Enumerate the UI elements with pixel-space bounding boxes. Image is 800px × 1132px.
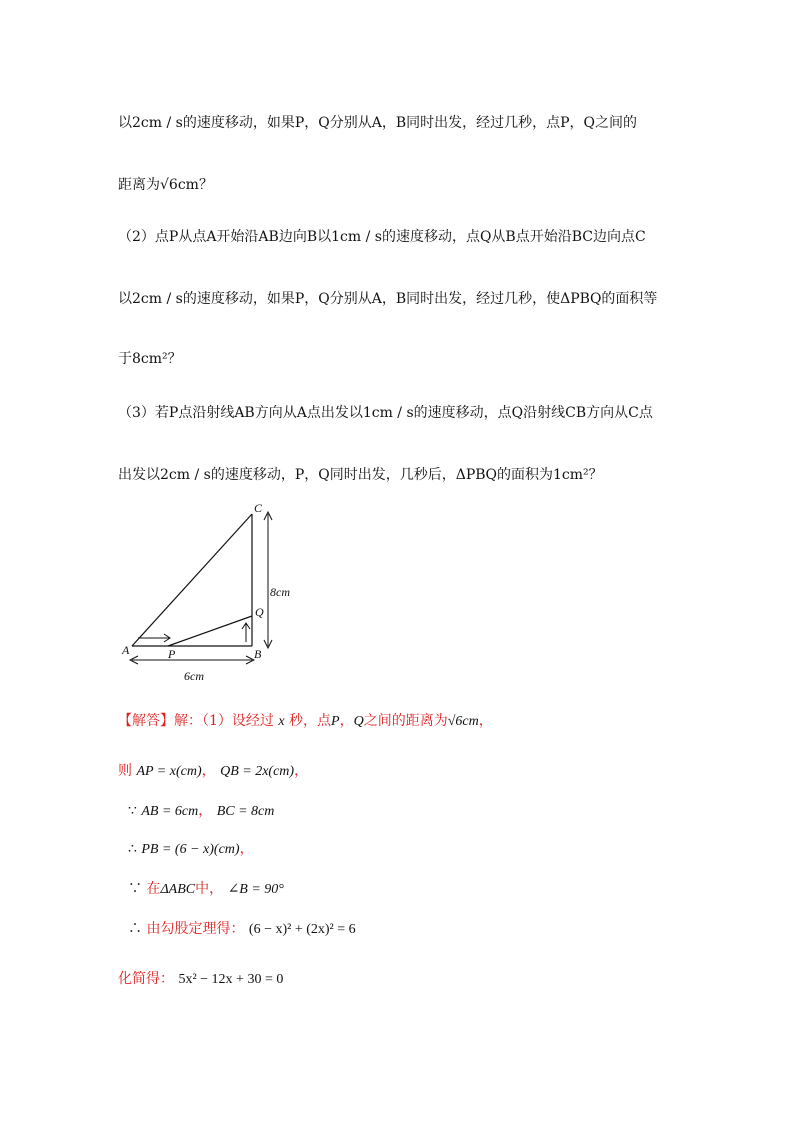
p3-line1: （3）若P点沿射线AB方向从A点出发以1cm / s的速度移动，点Q沿射线CB方向从C点 xyxy=(118,405,653,421)
solution-tag: 【解答】解： xyxy=(118,713,202,729)
s3-because: ∵ xyxy=(128,803,137,819)
label-q: Q xyxy=(255,605,264,619)
segment-pq xyxy=(168,616,252,646)
label-c: C xyxy=(254,501,263,515)
s3-comma: ， xyxy=(198,803,213,819)
s5-zhong: 中， xyxy=(195,881,224,897)
s1-text2: 秒，点 xyxy=(289,713,332,729)
s4-end: ， xyxy=(239,841,254,857)
p1-line1: 以2cm / s的速度移动，如果P，Q分别从A，B同时出发，经过几秒，点P，Q之间的 xyxy=(118,115,638,131)
solution-step-3 xyxy=(128,800,274,820)
s5-because: ∵ xyxy=(128,881,142,897)
s3-ab: AB = 6cm xyxy=(141,804,199,819)
triangle-figure xyxy=(118,500,308,690)
s1-text3: 之间的距离为 xyxy=(363,713,448,729)
s5-angle: ∠B = 90° xyxy=(227,882,284,897)
label-bc-length: 8cm xyxy=(270,585,290,599)
label-ab-length: 6cm xyxy=(184,669,204,683)
s5-tri: ΔABC xyxy=(160,882,196,897)
label-a: A xyxy=(122,643,130,657)
p2-line3: 于8cm²？ xyxy=(118,351,182,367)
s1-end: ， xyxy=(478,713,493,729)
s1-x: x xyxy=(278,714,285,729)
side-ac xyxy=(132,514,252,646)
s2-ap: AP = x(cm) xyxy=(136,764,202,779)
s1-val: √6cm xyxy=(447,714,479,729)
solution-step-4 xyxy=(128,838,254,858)
s6-eq: (6 − x)² + (2x)² = 6 xyxy=(248,922,356,937)
p2-line2: 以2cm / s的速度移动，如果P，Q分别从A，B同时出发，经过几秒，使ΔPBQ的面积等 xyxy=(118,291,658,307)
s5-in: 在 xyxy=(146,881,161,897)
label-b: B xyxy=(254,647,262,661)
s6-text: 由勾股定理得： xyxy=(146,921,245,937)
s2-end: ， xyxy=(294,763,309,779)
s4-therefore: ∴ xyxy=(128,841,137,857)
s6-therefore: ∴ xyxy=(128,921,142,937)
solution-step-7 xyxy=(118,968,283,988)
p1-line2: 距离为√6cm？ xyxy=(118,177,213,193)
s2-ze: 则 xyxy=(118,763,132,779)
s3-bc: BC = 8cm xyxy=(216,804,275,819)
s7-text: 化简得： xyxy=(118,971,174,987)
s7-eq: 5x² − 12x + 30 = 0 xyxy=(178,972,284,987)
p3-line2: 出发以2cm / s的速度移动，P，Q同时出发，几秒后，ΔPBQ的面积为1cm²？ xyxy=(118,467,603,483)
s2-qb: QB = 2x(cm) xyxy=(220,764,295,779)
p2-line1: （2）点P从点A开始沿AB边向B以1cm / s的速度移动，点Q从B点开始沿BC边向点C xyxy=(118,229,646,245)
label-p: P xyxy=(168,647,176,661)
s4-pb: PB = (6 − x)(cm) xyxy=(141,842,240,857)
s1-text: （1）设经过 xyxy=(202,713,274,729)
solution-step-1 xyxy=(118,710,493,730)
solution-step-2 xyxy=(118,760,308,780)
s1-p: P xyxy=(331,714,340,729)
s1-q: Q xyxy=(353,714,364,729)
solution-step-6 xyxy=(128,918,356,938)
s2-comma: ， xyxy=(201,763,216,779)
s1-comma: ， xyxy=(339,713,354,729)
solution-step-5 xyxy=(128,878,284,898)
